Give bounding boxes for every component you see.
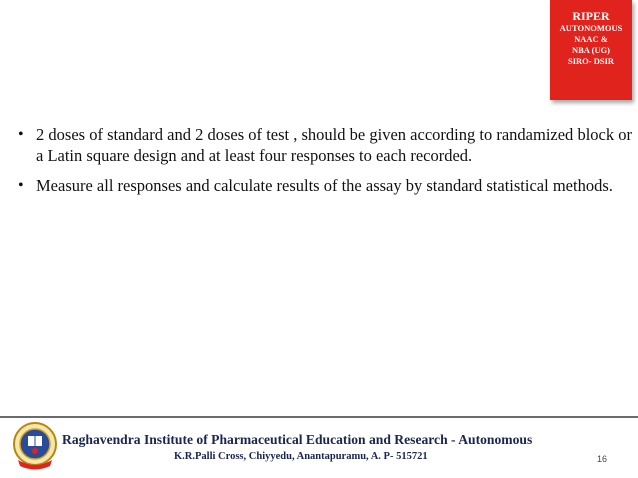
bullet-marker: • (18, 177, 24, 194)
bullet-text: 2 doses of standard and 2 doses of test , should be given according to randamized block or a Latin square design and at least four responses to each recorded. (36, 125, 632, 165)
bullet-text: Measure all responses and calculate results of the assay by standard statistical methods. (36, 176, 613, 195)
badge-title: RIPER (572, 9, 610, 23)
badge-line-siro: SIRO- DSIR (567, 56, 615, 66)
footer-divider (0, 416, 638, 418)
bullet-marker: • (18, 126, 24, 143)
bullet-item (18, 124, 632, 166)
institute-crest-icon (12, 420, 58, 470)
badge-line-nba: NBA (UG) (571, 45, 610, 55)
institute-name: Raghavendra Institute of Pharmaceutical Education and Research - Autonomous (62, 432, 533, 447)
accreditation-badge (550, 0, 632, 100)
badge-line-naac: NAAC & (574, 34, 608, 44)
bullet-item (18, 175, 632, 196)
institute-address: K.R.Palli Cross, Chiyyedu, Anantapuramu, A. P- 515721 (174, 451, 428, 462)
badge-line-autonomous: AUTONOMOUS (559, 23, 623, 33)
slide-body (18, 124, 632, 205)
page-number: 16 (597, 454, 608, 464)
